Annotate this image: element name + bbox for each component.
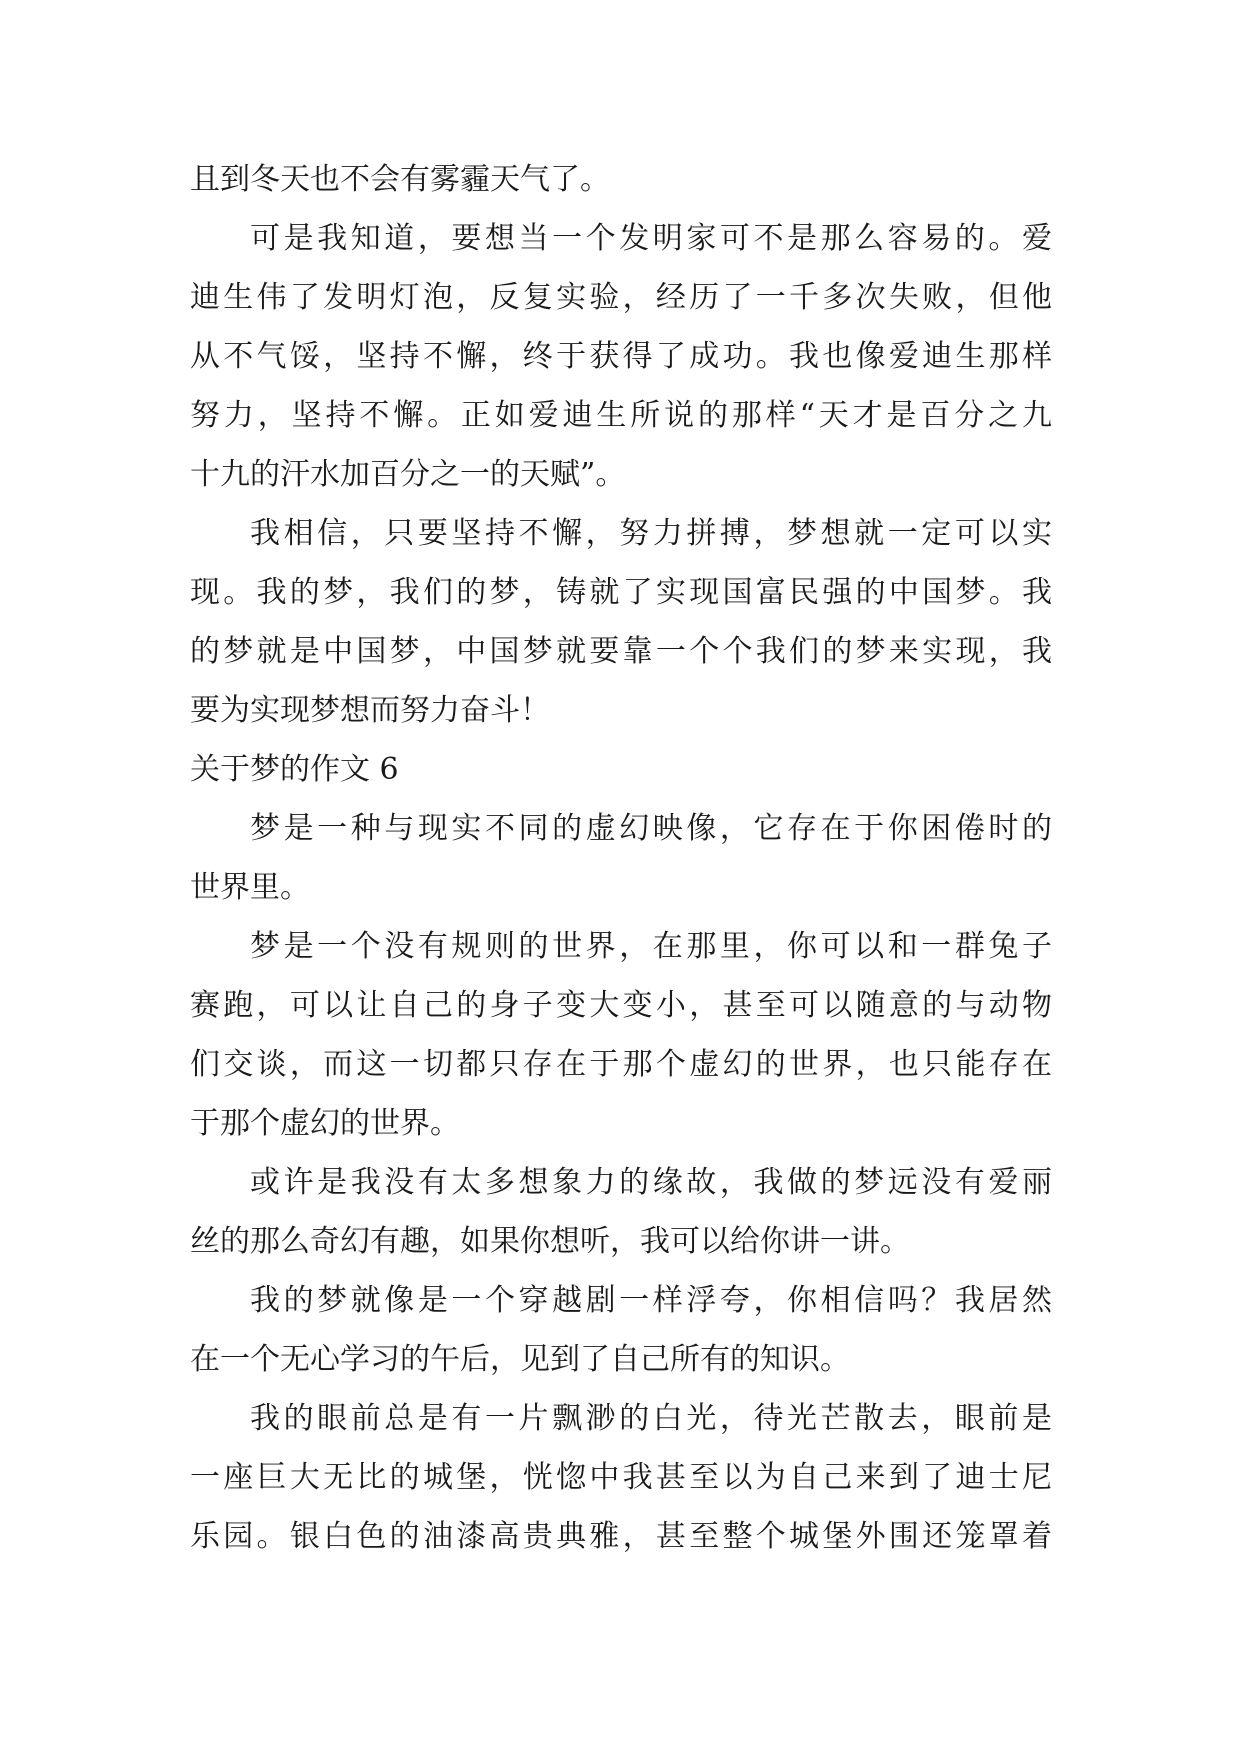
text-line: 们交谈，而这一切都只存在于那个虚幻的世界，也只能存在 [190,1047,1052,1082]
section-heading: 关于梦的作文 6 [190,752,399,787]
text-line: 在一个无心学习的午后，见到了自己所有的知识。 [190,1342,850,1377]
text-line: 迪生伟了发明灯泡，反复实验，经历了一千多次失败，但他 [190,280,1052,315]
text-line: 十九的汗水加百分之一的天赋”。 [190,457,626,492]
paragraph-start-line: 我的梦就像是一个穿越剧一样浮夸，你相信吗？我居然 [250,1283,1052,1318]
paragraph-start-line: 梦是一种与现实不同的虚幻映像，它存在于你困倦时的 [250,811,1052,846]
text-line: 从不气馁，坚持不懈，终于获得了成功。我也像爱迪生那样 [190,339,1052,374]
text-line: 乐园。银白色的油漆高贵典雅，甚至整个城堡外围还笼罩着 [190,1519,1052,1554]
article-body [190,150,1052,1566]
text-line: 一座巨大无比的城堡，恍惚中我甚至以为自己来到了迪士尼 [190,1460,1052,1495]
text-line: 世界里。 [190,870,310,905]
text-line: 要为实现梦想而努力奋斗！ [190,693,550,728]
text-line: 的梦就是中国梦，中国梦就要靠一个个我们的梦来实现，我 [190,634,1052,669]
paragraph-start-line: 我相信，只要坚持不懈，努力拼搏，梦想就一定可以实 [250,516,1052,551]
paragraph-start-line: 可是我知道，要想当一个发明家可不是那么容易的。爱 [250,221,1052,256]
paragraph-start-line: 或许是我没有太多想象力的缘故，我做的梦远没有爱丽 [250,1165,1052,1200]
text-line: 丝的那么奇幻有趣，如果你想听，我可以给你讲一讲。 [190,1224,910,1259]
text-line: 且到冬天也不会有雾霾天气了。 [190,162,610,197]
paragraph-start-line: 梦是一个没有规则的世界，在那里，你可以和一群兔子 [250,929,1052,964]
text-line: 努力，坚持不懈。正如爱迪生所说的那样“天才是百分之九 [190,398,1052,433]
text-line: 现。我的梦，我们的梦，铸就了实现国富民强的中国梦。我 [190,575,1052,610]
paragraph-start-line: 我的眼前总是有一片飘渺的白光，待光芒散去，眼前是 [250,1401,1052,1436]
text-line: 于那个虚幻的世界。 [190,1106,460,1141]
text-line: 赛跑，可以让自己的身子变大变小，甚至可以随意的与动物 [190,988,1052,1023]
